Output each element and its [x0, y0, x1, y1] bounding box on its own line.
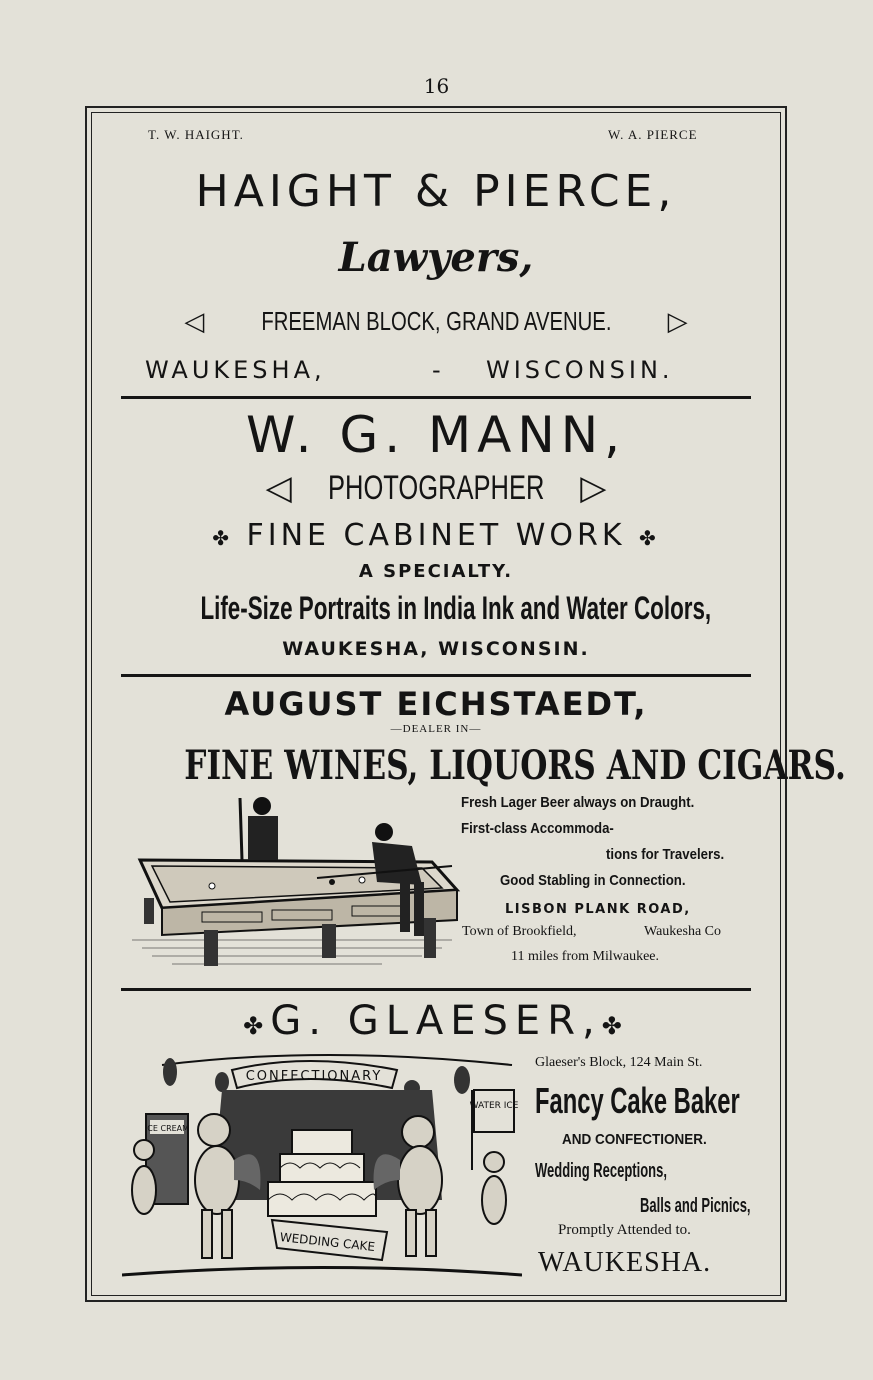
- distance-line: 11 miles from Milwaukee.: [511, 949, 660, 964]
- billiards-illustration: [122, 790, 462, 975]
- mann-portraits: [91, 590, 781, 627]
- dealer-label: —DEALER IN—: [390, 723, 482, 735]
- confectionary-banner: CONFECTIONARY: [245, 1069, 383, 1084]
- left-ornament-icon: ◁: [265, 469, 292, 507]
- county-line: Waukesha Co: [644, 924, 722, 939]
- left-ornament-icon: ◁: [184, 306, 205, 336]
- fleuron-left-icon: ✤: [212, 526, 233, 550]
- beer-line: Fresh Lager Beer always on Draught.: [461, 794, 695, 811]
- glaeser-events-2: Balls and Picnics,: [640, 1195, 751, 1217]
- travelers-line: tions for Travelers.: [606, 846, 725, 863]
- occupation-text: PHOTOGRAPHER: [327, 469, 545, 507]
- glaeser-name-text: G. GLAESER,: [270, 998, 602, 1044]
- glaeser-name: [91, 998, 781, 1044]
- firm-dash: -: [432, 356, 441, 384]
- mann-specialty-suffix: A SPECIALTY.: [358, 561, 514, 582]
- specialty-text: FINE CABINET WORK: [246, 518, 626, 553]
- partner-left: T. W. HAIGHT.: [148, 127, 244, 142]
- right-ornament-icon: ▷: [667, 306, 688, 336]
- profession: Lawyers,: [338, 234, 534, 281]
- fleuron-right-icon: ✤: [601, 1012, 629, 1040]
- glaeser-trade: Fancy Cake Baker: [535, 1080, 740, 1121]
- mann-occupation: [91, 468, 781, 508]
- confectionery-illustration: [122, 1050, 522, 1285]
- glaeser-city: WAUKESHA.: [538, 1247, 712, 1278]
- town-line: Town of Brookfield,: [462, 924, 577, 939]
- page-number: 16: [423, 74, 450, 98]
- section-divider: [121, 674, 751, 677]
- firm-city: WAUKESHA,: [145, 356, 326, 384]
- accommodation-line: First-class Accommoda-: [461, 820, 614, 837]
- glaeser-trade-2: AND CONFECTIONER.: [562, 1131, 707, 1148]
- firm-state: WISCONSIN.: [486, 356, 674, 384]
- fleuron-right-icon: ✤: [639, 526, 660, 550]
- portraits-text: Life-Size Portraits in India Ink and Water Colors,: [200, 590, 712, 626]
- section-divider: [121, 988, 751, 991]
- mann-specialty: [91, 518, 781, 553]
- firm-name: HAIGHT & PIERCE,: [195, 166, 677, 217]
- wedding-cake-banner: WEDDING CAKE: [279, 1230, 376, 1254]
- mann-location: WAUKESHA, WISCONSIN.: [282, 638, 590, 660]
- glaeser-attended: Promptly Attended to.: [558, 1222, 691, 1238]
- mann-name: W. G. MANN,: [245, 406, 627, 464]
- partner-right: W. A. PIERCE: [608, 127, 698, 142]
- eichstaedt-goods: [91, 742, 846, 789]
- fleuron-left-icon: ✤: [243, 1012, 271, 1040]
- goods-text: FINE WINES, LIQUORS AND CIGARS.: [184, 742, 846, 789]
- address-text: FREEMAN BLOCK, GRAND AVENUE.: [260, 306, 612, 336]
- stabling-line: Good Stabling in Connection.: [500, 872, 686, 889]
- eichstaedt-name: AUGUST EICHSTAEDT,: [224, 685, 648, 723]
- firm-address: [91, 306, 781, 337]
- glaeser-address: Glaeser's Block, 124 Main St.: [535, 1055, 703, 1070]
- water-ice-sign: WATER ICE: [469, 1101, 519, 1111]
- right-ornament-icon: ▷: [580, 469, 607, 507]
- road-line: LISBON PLANK ROAD,: [505, 902, 691, 917]
- section-divider: [121, 396, 751, 399]
- glaeser-events-1: Wedding Receptions,: [535, 1160, 667, 1182]
- ice-cream-label: ICE CREAM: [144, 1124, 190, 1133]
